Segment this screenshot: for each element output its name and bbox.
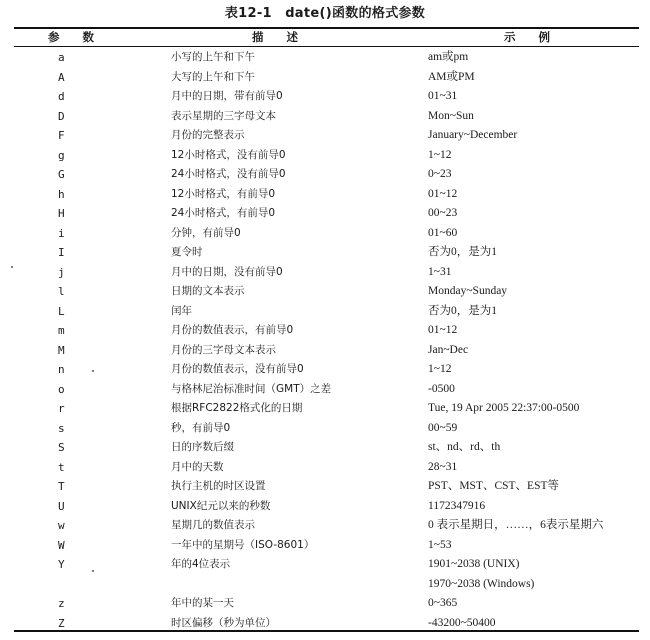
example-cell (428, 282, 507, 302)
param-cell: U (58, 499, 65, 513)
table-row (14, 419, 639, 439)
param-cell: S (58, 441, 65, 454)
example-line: st、nd、rd、th (428, 441, 501, 453)
table-bottom-rule (14, 630, 639, 632)
description-cell: UNIX纪元以来的秒数 (171, 499, 271, 512)
table-row (14, 497, 639, 517)
description-cell: 大写的上午和下午 (171, 70, 255, 83)
example-cell (428, 48, 468, 68)
example-line: AM或PM (428, 70, 475, 83)
description-cell: 月份的数值表示，没有前导0 (171, 363, 304, 375)
example-line: 01~60 (428, 226, 458, 239)
example-cell (428, 477, 559, 497)
table-title: 表12-1 date()函数的格式参数 (224, 6, 426, 21)
example-line: 01~12 (428, 187, 458, 200)
table-row (14, 516, 639, 536)
example-cell (428, 380, 455, 400)
description-cell: 时区偏移（秒为单位） (171, 616, 276, 629)
description-cell: 夏令时 (171, 246, 203, 258)
example-cell (428, 341, 468, 361)
example-cell (428, 87, 457, 107)
description-cell: 24小时格式，没有前导0 (171, 168, 286, 180)
description-cell: 小写的上午和下午 (171, 51, 255, 63)
description-cell: 秒，有前导0 (171, 421, 231, 434)
table-row (14, 594, 639, 614)
example-line: 否为0，是为1 (428, 246, 497, 258)
table-row (14, 87, 639, 107)
table-body (14, 48, 639, 633)
param-cell: L (58, 304, 65, 318)
table-row (14, 263, 639, 283)
description-cell: 与格林尼治标准时间（GMT）之差 (171, 382, 332, 395)
description-cell: 星期几的数值表示 (171, 519, 255, 531)
example-cell (428, 68, 475, 88)
example-line: PST、MST、CST、EST等 (428, 480, 559, 492)
example-line: 1970~2038 (Windows) (428, 577, 535, 590)
example-line: 1~12 (428, 148, 452, 161)
param-cell: A (58, 70, 65, 84)
example-cell (428, 516, 603, 536)
scan-speck (92, 370, 94, 372)
example-line: 1~53 (428, 538, 452, 551)
description-cell: 12小时格式，没有前导0 (171, 148, 286, 161)
description-cell: 月份的完整表示 (171, 129, 245, 141)
description-cell: 根据RFC2822格式化的日期 (171, 402, 303, 414)
param-cell: d (58, 90, 65, 103)
table-row (14, 458, 639, 478)
table-row (14, 360, 639, 380)
param-cell: F (58, 129, 65, 142)
column-header-description: 描 述 (252, 30, 298, 44)
description-cell: 一年中的星期号（ISO-8601） (171, 538, 315, 551)
description-cell: 执行主机的时区设置 (171, 480, 266, 492)
example-cell (428, 263, 451, 283)
table-row (14, 341, 639, 361)
param-cell: w (58, 519, 65, 532)
example-cell (428, 438, 500, 458)
param-cell: i (58, 226, 65, 240)
table-row (14, 399, 639, 419)
example-cell (428, 594, 457, 614)
example-cell (428, 399, 579, 419)
scan-speck (92, 570, 94, 572)
example-cell (428, 321, 457, 341)
param-cell: o (58, 382, 65, 396)
param-cell: Y (58, 558, 65, 571)
description-cell: 表示星期的三字母文本 (171, 109, 276, 122)
example-line: -0500 (428, 382, 455, 395)
example-cell (428, 107, 474, 127)
description-cell: 闰年 (171, 304, 192, 317)
table-row (14, 438, 639, 458)
description-cell: 年的4位表示 (171, 558, 231, 570)
table-row (14, 536, 639, 556)
example-line: am或pm (428, 51, 469, 63)
description-cell: 日期的文本表示 (171, 285, 245, 297)
example-line: Jan~Dec (428, 343, 469, 356)
example-cell (428, 555, 534, 594)
example-line: 否为0，是为1 (428, 304, 497, 317)
param-cell: t (58, 460, 65, 474)
example-line: 1172347916 (428, 499, 486, 512)
example-cell (428, 204, 457, 224)
example-line: 00~59 (428, 421, 458, 434)
table-row (14, 302, 639, 322)
table-row (14, 204, 639, 224)
table-row (14, 68, 639, 88)
description-cell: 月中的天数 (171, 460, 224, 473)
example-cell (428, 243, 497, 263)
description-cell: 月份的数值表示，有前导0 (171, 324, 294, 336)
example-cell (428, 536, 451, 556)
param-cell: H (58, 207, 65, 220)
description-cell: 月中的日期，带有前导0 (171, 90, 283, 102)
example-cell (428, 146, 451, 166)
description-cell: 12小时格式，有前导0 (171, 187, 276, 200)
example-line: 01~31 (428, 90, 458, 102)
table-row (14, 165, 639, 185)
example-cell (428, 458, 457, 478)
table-row (14, 48, 639, 68)
example-cell (428, 126, 517, 146)
table-header (14, 29, 639, 46)
description-cell: 日的序数后缀 (171, 441, 234, 453)
example-cell (428, 185, 457, 205)
example-cell (428, 497, 485, 517)
param-cell: M (58, 343, 65, 357)
example-line: Monday~Sunday (428, 285, 508, 297)
param-cell: W (58, 538, 65, 552)
example-line: 00~23 (428, 207, 458, 219)
param-cell: D (58, 109, 65, 123)
description-cell: 分钟，有前导0 (171, 226, 241, 239)
table-row (14, 555, 639, 594)
param-cell: g (58, 148, 65, 162)
example-line: 1901~2038 (UNIX) (428, 558, 520, 570)
table-row (14, 146, 639, 166)
param-cell: z (58, 597, 65, 610)
table-row (14, 126, 639, 146)
param-cell: h (58, 187, 65, 201)
param-cell: r (58, 402, 65, 415)
example-line: 1~31 (428, 265, 452, 278)
table-row (14, 224, 639, 244)
param-cell: l (58, 285, 65, 298)
table-row (14, 380, 639, 400)
param-cell: j (58, 265, 65, 279)
example-line: 28~31 (428, 460, 458, 473)
table-row (14, 321, 639, 341)
example-cell (428, 224, 457, 244)
table-row (14, 477, 639, 497)
example-line: January~December (428, 129, 518, 141)
scan-speck (11, 266, 13, 268)
description-cell: 月中的日期，没有前导0 (171, 265, 283, 278)
example-line: 1~12 (428, 363, 452, 375)
header-rule (14, 46, 639, 47)
param-cell: Z (58, 616, 65, 630)
example-line: 0 表示星期日，……，6表示星期六 (428, 519, 604, 531)
param-cell: n (58, 363, 65, 376)
description-cell: 年中的某一天 (171, 597, 234, 609)
param-cell: G (58, 168, 65, 181)
example-line: 0~365 (428, 597, 458, 609)
param-cell: T (58, 480, 65, 493)
example-cell (428, 360, 451, 380)
table-row (14, 107, 639, 127)
example-line: 01~12 (428, 324, 458, 336)
param-cell: s (58, 421, 65, 435)
column-header-param: 参 数 (48, 30, 94, 44)
description-cell: 月份的三字母文本表示 (171, 343, 276, 356)
example-cell (428, 419, 457, 439)
param-cell: I (58, 246, 65, 259)
table-row (14, 243, 639, 263)
description-cell: 24小时格式，有前导0 (171, 207, 276, 219)
param-cell: a (58, 51, 65, 64)
table-row (14, 282, 639, 302)
example-cell (428, 165, 451, 185)
column-header-example: 示 例 (504, 30, 550, 44)
example-line: Tue, 19 Apr 2005 22:37:00-0500 (428, 402, 580, 414)
table-row (14, 185, 639, 205)
example-line: -43200~50400 (428, 616, 496, 629)
param-cell: m (58, 324, 65, 337)
example-line: Mon~Sun (428, 109, 474, 122)
example-cell (428, 302, 497, 322)
example-line: 0~23 (428, 168, 452, 180)
